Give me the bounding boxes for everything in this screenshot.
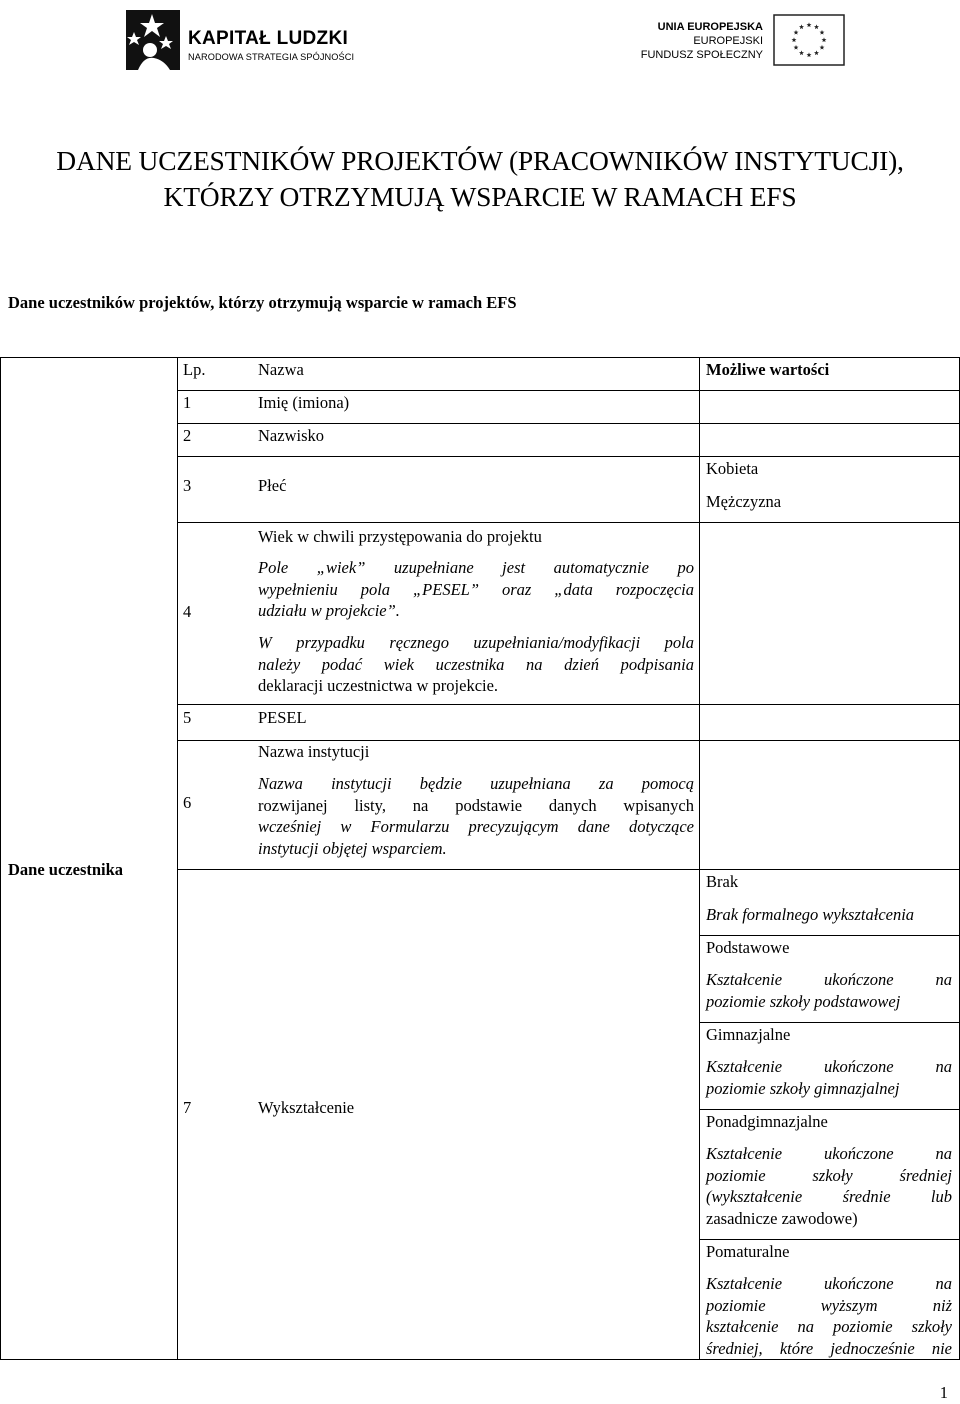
- note-line: należy podać wiek uczestnika na dzień podpisania: [258, 654, 694, 674]
- desc-line: średniej, które jednocześnie nie: [706, 1338, 952, 1358]
- document-title: [0, 143, 960, 215]
- value-option: Mężczyzna: [706, 492, 782, 511]
- note-line: udziału w projekcie”.: [258, 601, 400, 620]
- row-note: [258, 557, 694, 622]
- kapital-ludzki-logo: [120, 6, 360, 76]
- desc-line: (wykształcenie średnie lub: [706, 1187, 952, 1206]
- logo-subtitle: NARODOWA STRATEGIA SPÓJNOŚCI: [188, 52, 355, 62]
- education-value: Pomaturalne: [706, 1242, 790, 1261]
- row-name: PESEL: [258, 708, 307, 727]
- title-line-2: KTÓRZY OTRZYMUJĄ WSPARCIE W RAMACH EFS: [163, 181, 797, 212]
- table-border: [0, 1359, 960, 1360]
- eu-line1: UNIA EUROPEJSKA: [657, 21, 763, 33]
- value-option: Kobieta: [706, 459, 759, 478]
- option-divider: [699, 1022, 960, 1023]
- header-values: Możliwe wartości: [706, 360, 830, 379]
- note-line: wypełnieniu pola „PESEL” oraz „data rozpoczęcia: [258, 579, 694, 599]
- table-border: [0, 357, 960, 358]
- row-name: Nazwisko: [258, 426, 324, 445]
- desc-line: Kształcenie ukończone na: [706, 1144, 952, 1163]
- desc-line: Kształcenie ukończone na: [706, 1274, 952, 1293]
- note-line: rozwijanej listy, na podstawie danych wpisanych: [258, 795, 694, 815]
- desc-line: Kształcenie ukończone na: [706, 1057, 952, 1076]
- option-divider: [699, 1109, 960, 1110]
- document-subtitle: Dane uczestników projektów, którzy otrzymują wsparcie w ramach EFS: [8, 293, 517, 312]
- education-desc: Brak formalnego wykształcenia: [706, 905, 915, 924]
- header-name: Nazwa: [258, 360, 304, 379]
- desc-line: poziomie wyższym niż: [706, 1295, 952, 1315]
- note-line: wcześniej w Formularzu precyzującym dane dotyczące: [258, 817, 694, 836]
- row-divider: [177, 390, 960, 391]
- desc-line: poziomie szkoły gimnazjalnej: [706, 1078, 900, 1098]
- row-lp: 2: [183, 426, 192, 445]
- education-value: Podstawowe: [706, 938, 790, 957]
- row-lp: 5: [183, 708, 192, 727]
- column-divider: [177, 357, 178, 1360]
- desc-line: kształcenie na poziomie szkoły: [706, 1317, 952, 1336]
- note-line: W przypadku ręcznego uzupełniania/modyfikacji pola: [258, 633, 694, 652]
- desc-line: Kształcenie ukończone na: [706, 970, 952, 989]
- row-name: Płeć: [258, 476, 287, 495]
- logo-title: KAPITAŁ LUDZKI: [188, 28, 349, 49]
- row-note: [258, 632, 694, 697]
- option-divider: [699, 935, 960, 936]
- row-lp: 6: [183, 793, 192, 812]
- education-value: Brak: [706, 872, 739, 891]
- page-number: 1: [939, 1383, 948, 1402]
- row-name: Wykształcenie: [258, 1098, 355, 1117]
- eu-line3: FUNDUSZ SPOŁECZNY: [640, 49, 763, 61]
- row-lp: 3: [183, 476, 192, 495]
- row-name: Nazwa instytucji: [258, 742, 370, 761]
- option-divider: [699, 1239, 960, 1240]
- column-divider: [699, 357, 700, 1360]
- title-line-1: DANE UCZESTNIKÓW PROJEKTÓW (PRACOWNIKÓW INSTYTUCJI),: [56, 145, 904, 176]
- row-divider: [177, 704, 960, 705]
- table-border: [0, 357, 1, 1360]
- education-desc: [706, 1056, 952, 1099]
- participant-data-table: [0, 357, 960, 1360]
- education-desc: [706, 969, 952, 1012]
- education-desc: [706, 1273, 952, 1359]
- row-divider: [177, 456, 960, 457]
- row-divider: [177, 869, 960, 870]
- row-divider: [177, 522, 960, 523]
- education-desc: [706, 1143, 952, 1229]
- row-name: Imię (imiona): [258, 393, 350, 412]
- header-lp: Lp.: [183, 360, 206, 379]
- row-lp: 7: [183, 1098, 192, 1117]
- eu-logo: [640, 14, 845, 70]
- desc-line: poziomie szkoły podstawowej: [706, 991, 901, 1011]
- row-divider: [177, 423, 960, 424]
- note-line: deklaracji uczestnictwa w projekcie.: [258, 676, 499, 695]
- eu-logo-text: [641, 20, 763, 62]
- group-label: Dane uczestnika: [8, 860, 124, 879]
- education-value: Gimnazjalne: [706, 1025, 791, 1044]
- row-lp: 4: [183, 602, 192, 621]
- note-line: instytucji objętej wsparciem.: [258, 838, 447, 858]
- eu-flag-icon: [773, 14, 845, 66]
- desc-line: poziomie szkoły średniej: [706, 1165, 952, 1185]
- row-lp: 1: [183, 393, 192, 412]
- row-name: Wiek w chwili przystępowania do projektu: [258, 527, 542, 546]
- note-line: Nazwa instytucji będzie uzupełniana za pomocą: [258, 774, 694, 793]
- note-line: Pole „wiek” uzupełniane jest automatycznie po: [258, 558, 694, 577]
- education-value: Ponadgimnazjalne: [706, 1112, 828, 1131]
- desc-line: zasadnicze zawodowe): [706, 1208, 858, 1228]
- eu-line2: EUROPEJSKI: [693, 35, 763, 47]
- stars-figure-icon: [120, 6, 182, 72]
- row-note: [258, 773, 694, 859]
